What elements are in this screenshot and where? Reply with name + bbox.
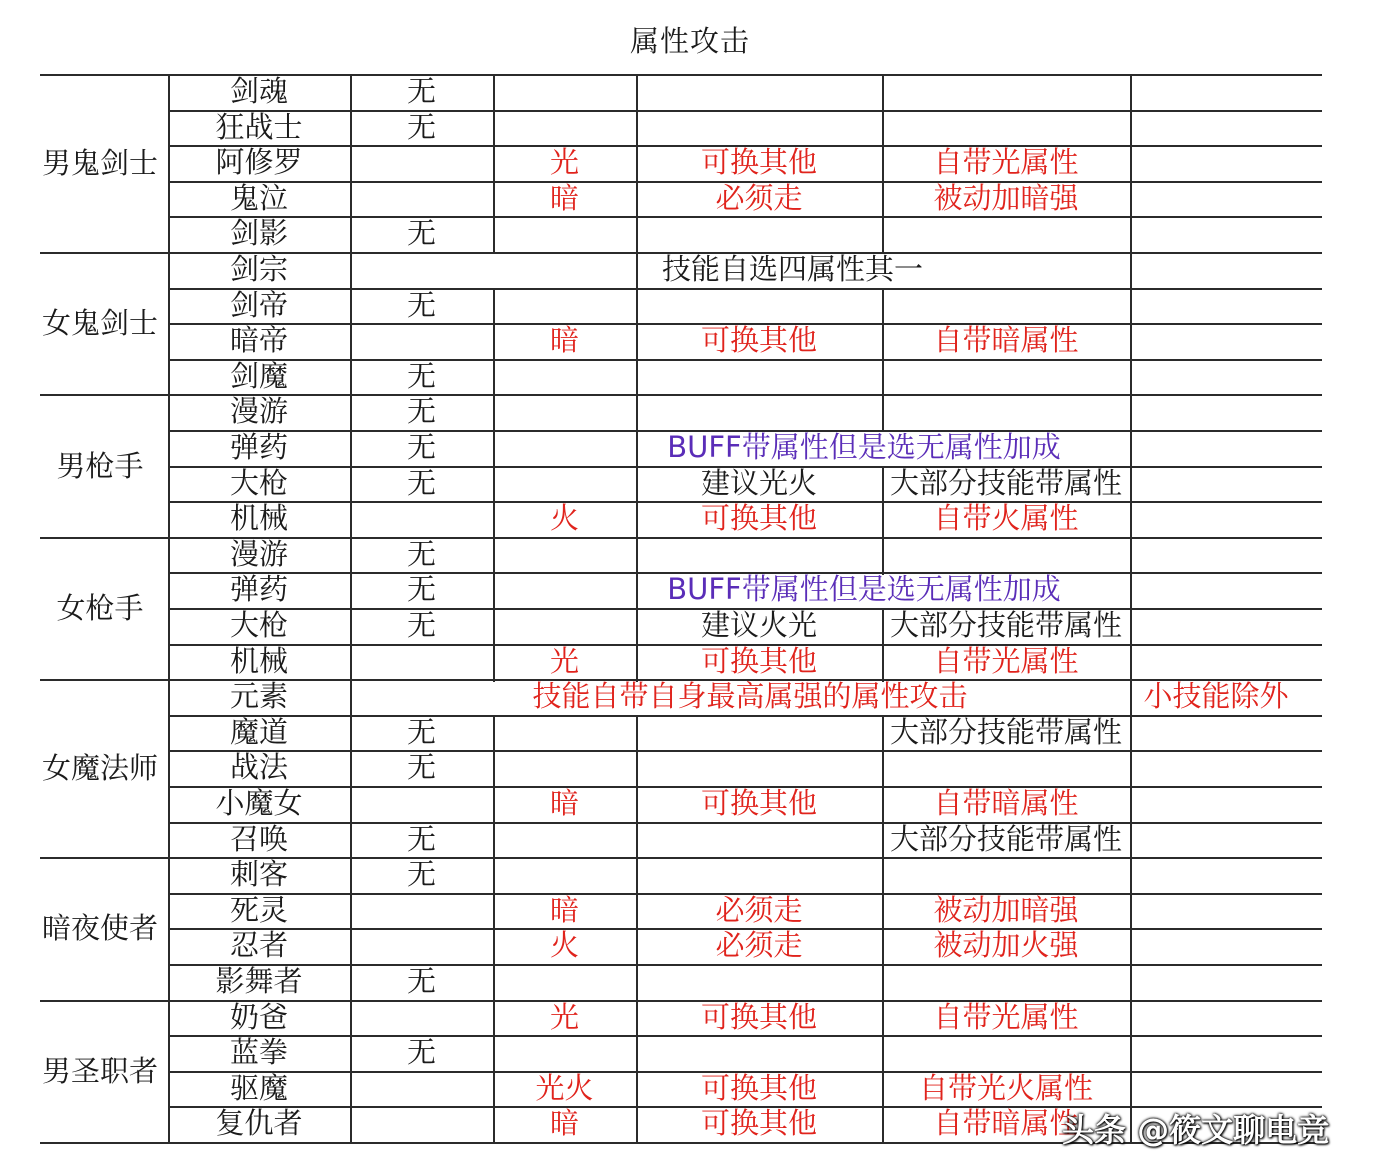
column-divider [493,608,495,646]
column-divider [1130,359,1132,397]
column-divider [350,928,352,966]
merged-note: BUFF带属性但是选无属性加成 [667,572,1061,607]
attribute-note: 可换其他 [700,1070,817,1105]
no-attribute-mark: 无 [406,465,436,500]
column-divider [882,1035,884,1073]
attribute-remark: 自带火属性 [933,501,1079,536]
attribute-note: 必须走 [715,892,803,927]
attribute-value: 暗 [549,323,579,358]
no-attribute-mark: 无 [406,74,436,108]
attribute-value: 火 [549,501,579,536]
no-attribute-mark: 无 [406,964,436,998]
column-divider [1130,964,1132,1002]
attribute-remark: 被动加暗强 [933,892,1079,927]
job-name: 暗帝 [229,323,288,358]
column-divider [168,679,170,857]
column-divider [636,359,638,397]
column-divider [168,1000,170,1142]
column-divider [1130,822,1132,860]
attribute-value: 暗 [549,892,579,927]
column-divider [168,857,170,999]
no-attribute-mark: 无 [406,394,436,429]
column-divider [350,181,352,219]
column-divider [1130,893,1132,931]
attribute-remark: 大部分技能带属性 [889,465,1122,500]
column-divider [493,572,495,610]
column-divider [636,1035,638,1073]
attribute-remark: 大部分技能带属性 [889,608,1122,642]
column-divider [882,964,884,1002]
column-divider [1130,537,1132,575]
column-divider [882,750,884,788]
column-divider [882,216,884,254]
job-name: 机械 [229,643,288,678]
attribute-note: 可换其他 [700,786,817,820]
column-divider [168,394,170,536]
column-divider [350,1071,352,1109]
extra-note: 小技能除外 [1143,679,1289,714]
column-divider [350,893,352,931]
column-divider [493,715,495,753]
column-divider [493,288,495,326]
attribute-note: 必须走 [715,180,803,215]
no-attribute-mark: 无 [406,358,436,393]
class-group-label: 暗夜使者 [41,911,158,946]
column-divider [168,537,170,679]
column-divider [882,857,884,895]
attribute-note: 可换其他 [700,999,817,1034]
column-divider [1130,1000,1132,1038]
column-divider [350,1106,352,1144]
no-attribute-mark: 无 [406,1035,436,1070]
attribute-value: 火 [549,928,579,963]
column-divider [882,359,884,397]
attribute-note: 可换其他 [700,643,817,678]
attribute-value: 暗 [549,180,579,215]
attribute-value: 光火 [535,1070,594,1105]
job-name: 战法 [229,750,288,785]
column-divider [493,857,495,895]
column-divider [636,822,638,860]
attribute-value: 光 [549,145,579,180]
column-divider [882,74,884,112]
job-name: 影舞者 [215,964,303,998]
column-divider [493,359,495,397]
column-divider [1130,644,1132,682]
column-divider [493,1035,495,1073]
job-name: 大枪 [229,465,288,500]
column-divider [636,715,638,753]
column-divider [1130,750,1132,788]
attribute-note: 必须走 [715,928,803,963]
attribute-value: 光 [549,999,579,1034]
column-divider [882,537,884,575]
merged-note: 技能自选四属性其一 [661,252,923,286]
column-divider [493,216,495,254]
column-divider [1130,466,1132,504]
no-attribute-mark: 无 [406,216,436,251]
job-name: 弹药 [229,430,288,464]
column-divider [1130,1035,1132,1073]
class-group-label: 男圣职者 [41,1053,158,1088]
attribute-note: 可换其他 [700,1106,817,1141]
column-divider [1130,1071,1132,1109]
column-divider [636,394,638,432]
job-name: 鬼泣 [229,180,288,215]
job-name: 漫游 [229,394,288,429]
attribute-remark: 自带暗属性 [933,786,1079,820]
watermark: 头条 @筱文聊电竞 [1062,1111,1330,1149]
no-attribute-mark: 无 [406,750,436,785]
column-divider [1130,501,1132,539]
job-name: 刺客 [229,857,288,892]
job-name: 狂战士 [215,109,303,144]
merged-note: 技能自带自身最高属强的属性攻击 [532,679,968,714]
job-name: 剑宗 [229,252,288,286]
attribute-note: 建议光火 [700,465,817,500]
class-group-label: 男鬼剑士 [41,146,158,180]
attribute-remark: 大部分技能带属性 [889,821,1122,856]
column-divider [636,750,638,788]
job-name: 弹药 [229,572,288,607]
no-attribute-mark: 无 [406,109,436,144]
attribute-remark: 自带暗属性 [933,323,1079,358]
job-name: 驱魔 [229,1070,288,1105]
column-divider [636,216,638,254]
column-divider [493,822,495,860]
job-name: 元素 [229,679,288,714]
job-name: 魔道 [229,714,288,749]
job-name: 剑魔 [229,358,288,393]
column-divider [350,501,352,539]
column-divider [350,252,352,290]
column-divider [350,145,352,183]
column-divider [882,394,884,432]
column-divider [636,964,638,1002]
merged-note: BUFF带属性但是选无属性加成 [667,430,1061,464]
column-divider [636,288,638,326]
column-divider [168,252,170,394]
column-divider [350,323,352,361]
column-divider [1130,715,1132,753]
job-name: 复仇者 [215,1106,303,1141]
column-divider [1130,786,1132,824]
column-divider [1130,857,1132,895]
job-name: 召唤 [229,821,288,856]
column-divider [636,74,638,112]
attribute-remark: 自带光属性 [933,999,1079,1034]
column-divider [493,430,495,468]
no-attribute-mark: 无 [406,857,436,892]
column-divider [1130,323,1132,361]
column-divider [350,786,352,824]
job-name: 漫游 [229,536,288,571]
class-group-label: 女鬼剑士 [41,306,158,341]
column-divider [636,857,638,895]
column-divider [493,74,495,112]
column-divider [350,679,352,717]
job-name: 蓝拳 [229,1035,288,1070]
attribute-note: 可换其他 [700,501,817,536]
job-name: 大枪 [229,608,288,642]
class-group-label: 男枪手 [56,448,144,483]
column-divider [636,537,638,575]
no-attribute-mark: 无 [406,608,436,642]
job-name: 阿修罗 [215,145,303,180]
attribute-note: 建议火光 [700,608,817,642]
column-divider [1130,74,1132,112]
attribute-remark: 大部分技能带属性 [889,714,1122,749]
attribute-remark: 被动加暗强 [933,180,1079,215]
page-title: 属性攻击 [629,24,750,58]
column-divider [1130,216,1132,254]
column-divider [168,74,170,252]
attribute-remark: 自带光属性 [933,145,1079,180]
column-divider [493,466,495,504]
job-name: 忍者 [229,928,288,963]
job-name: 小魔女 [215,786,303,820]
column-divider [882,288,884,326]
attribute-note: 可换其他 [700,323,817,358]
job-name: 机械 [229,501,288,536]
no-attribute-mark: 无 [406,821,436,856]
attribute-value: 暗 [549,1106,579,1141]
attribute-remark: 被动加火强 [933,928,1079,963]
column-divider [1130,394,1132,432]
no-attribute-mark: 无 [406,430,436,464]
job-name: 死灵 [229,892,288,927]
column-divider [1130,181,1132,219]
column-divider [493,394,495,432]
column-divider [1130,145,1132,183]
column-divider [636,110,638,148]
class-group-label: 女枪手 [56,591,144,625]
column-divider [493,964,495,1002]
attribute-value: 光 [549,643,579,678]
attribute-remark: 自带光属性 [933,643,1079,678]
column-divider [493,750,495,788]
no-attribute-mark: 无 [406,572,436,607]
column-divider [350,1000,352,1038]
job-name: 剑魂 [229,74,288,108]
column-divider [493,537,495,575]
attribute-remark: 自带光火属性 [918,1070,1093,1105]
job-name: 剑帝 [229,287,288,322]
column-divider [1130,928,1132,966]
column-divider [1130,288,1132,326]
column-divider [493,110,495,148]
attribute-value: 暗 [549,786,579,820]
attribute-note: 可换其他 [700,145,817,180]
column-divider [882,110,884,148]
column-divider [350,644,352,682]
job-name: 奶爸 [229,999,288,1034]
column-divider [1130,608,1132,646]
job-name: 剑影 [229,216,288,251]
no-attribute-mark: 无 [406,536,436,571]
no-attribute-mark: 无 [406,287,436,322]
attribute-remark: 自带暗属性 [933,1106,1079,1141]
class-group-label: 女魔法师 [41,751,158,786]
no-attribute-mark: 无 [406,714,436,749]
column-divider [1130,110,1132,148]
